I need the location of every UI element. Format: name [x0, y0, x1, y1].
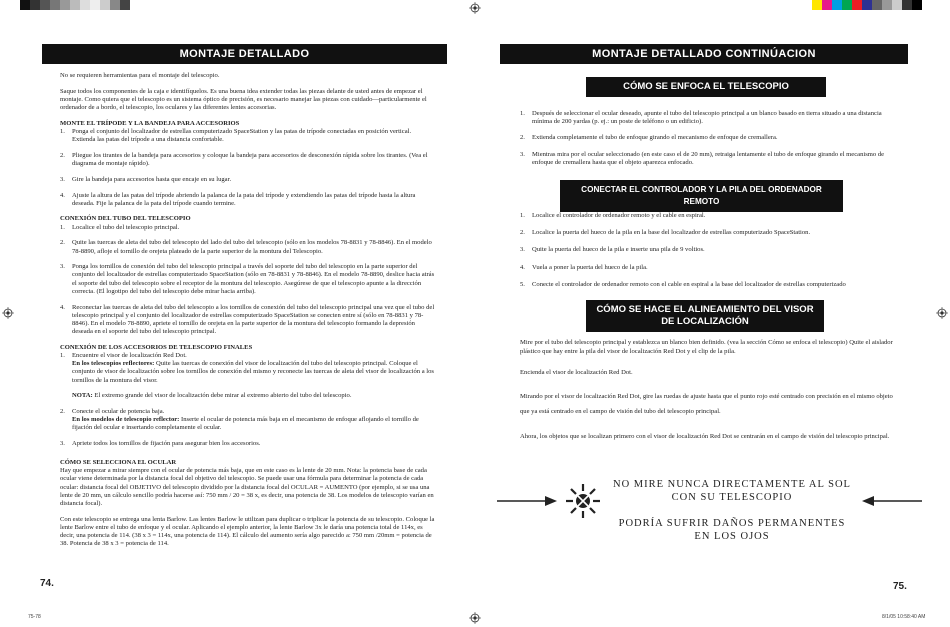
align-paragraph-2: Encienda el visor de localización Red Dot.: [520, 369, 633, 376]
align-paragraph-3: Mirando por el visor de localización Red Dot, gire las ruedas de ajuste hasta que el punto rojo esté centrado con precisión en el mismo objeto que ya está centrado en el campo de visión del tubo del telescopio principal.: [520, 393, 893, 415]
list-focus: [520, 110, 890, 175]
list-item: 1. Encuentre el visor de localización Red Dot. En los telescopios reflectores: Quite las tuercas de conexión del visor de localización del tubo del telescopio principal. Coloque el conjunto de visor de localización sobre los tornillos de conexión del mismo y reconecte las tuercas de aleta del visor de localización a los tornillos de la montura del visor.: [60, 352, 434, 384]
warning-text-eyes: PODRÍA SUFRIR DAÑOS PERMANENTES EN LOS OJOS: [618, 518, 846, 542]
color-swatch: [90, 0, 100, 10]
list-item-number: 1.: [60, 223, 65, 231]
color-swatch: [872, 0, 882, 10]
list-item-text: Después de seleccionar el ocular deseado, apunte el tubo del telescopio principal a un blanco basado en tierra situado a una distancia mínima de 200 yardas (p. ej.: un poste de teléfono o un edificio).: [532, 110, 882, 126]
align-paragraph-4: Ahora, los objetos que se localizan primero con el visor de localización Red Dot se centrarán en el campo de visión del telescopio principal.: [520, 433, 890, 440]
intro-paragraph: Saque todos los componentes de la caja e identifíquelos. Es una buena idea extender todas las piezas delante de usted antes de empezar el montaje. Como quiera que el telescopio es un sistema óptico de precisión, es necesario manejar las piezas con cuidado—particularmente el ordenador de a bordo, el telescopio, los oculares y las diferentes lentes accesorias.: [60, 87, 427, 112]
align-paragraph-1: Mire por el tubo del telescopio principal y establezca un blanco bien definido. (vea la sección Cómo se enfoca el telescopio) Quite el aislador plástico que hay entre la pila del visor de localización Red Dot y el clip de la pila.: [520, 339, 893, 355]
align-body: [520, 338, 898, 451]
section-title-tripod: MONTE EL TRÍPODE Y LA BANDEJA PARA ACCESORIOS: [60, 119, 240, 127]
color-bar-right: [812, 0, 922, 10]
list-item-text: Pliegue los tirantes de la bandeja para accesorios y coloque la bandeja para accesorios de desconexión rápida sobre los tirantes. (Vea el diagrama de montaje rápido).: [72, 151, 428, 168]
color-swatch: [60, 0, 70, 10]
list-item: [520, 264, 890, 272]
registration-mark-icon: [936, 307, 948, 319]
list-tube: [60, 224, 435, 337]
list-controller: [520, 212, 890, 298]
section-header-controller: CONECTAR EL CONTROLADOR Y LA PILA DEL ORDENADOR REMOTO: [560, 180, 843, 212]
list-item-text: Quite la puerta del hueco de la pila e inserte una pila de 9 voltios.: [532, 246, 705, 254]
list-item: [520, 151, 890, 167]
page-header-right: MONTAJE DETALLADO CONTINÚACION: [500, 44, 908, 64]
color-swatch: [110, 0, 120, 10]
color-swatch: [832, 0, 842, 10]
list-item-number: 2.: [60, 151, 65, 159]
page-number-right: 75.: [893, 581, 907, 592]
eyepiece-paragraph-2: Con este telescopio se entrega una lenta Barlow. Las lentes Barlow le utilizan para duplicar o triplicar la potencia de su telescopio. Coloque la lente Barlow entre el tubo de enfoque y el ocular. Aplicando el ejemplo anterior, la lente Barlow 3x le daría una potencia total de 114x, es decir, una potencia de 114. (38 x 3 = 114x, una potencia de 114). El cálculo del aumento sería algo parecido a: 750 mm /20mm = potencia de 38. Potencia de 38 x 3 = potencia de 114.: [60, 515, 435, 548]
list-item: [520, 229, 890, 237]
section-title-tube: CONEXIÓN DEL TUBO DEL TELESCOPIO: [60, 215, 191, 223]
note-text: El extremo grande del visor de localización debe mirar al extremo abierto del tubo del telescopio.: [92, 391, 352, 399]
color-swatch: [20, 0, 30, 10]
list-item-text: Localice el controlador de ordenador remoto y el cable en espiral.: [532, 212, 706, 219]
footer-file-code: 75-78: [28, 614, 41, 620]
list-item-number: 2.: [60, 239, 65, 247]
list-item-text: Reconectar las tuercas de aleta del tubo del telescopio a los tornillos de conexión del tubo del telescopio principal una vez que el tubo del telescopio principal y el conjunto del localizador de estrellas computerizado SpaceStation se conecten entre sí (sólo en 78-8831 y 78-8846). En el modelo 78-8890, apriete el tornillo de orejeta en la parte superior de la montura del telescopio formando la depresión deseada en el soporte del tubo del telescopio principal.: [72, 303, 435, 336]
bold-label: En los telescopios reflectores:: [72, 360, 155, 368]
list-item-text: Ponga los tornillos de conexión del tubo del telescopio principal a través del soporte del tubo del telescopio en la parte superior del conjunto del localizador de estrellas computerizado SpaceStation (sólo en 78-8831 y 78-8846). En el modelo 78-8890, deslice hacia atrás el soporte del tubo del telescopio sobre el receptor de la montura del telescopio. Asegúrese de que el telescopio apunte a la dirección correcta. (El logotipo del tubo del telescopio debe mirar hacia arriba).: [72, 263, 435, 295]
color-swatch: [70, 0, 80, 10]
list-item-text: Ajuste la altura de las patas del trípode abriendo la palanca de la pata del trípode y extendiendo las patas del trípode hasta la altura deseada. Fije la palanca de la pata del trípode cuando termine.: [72, 191, 416, 207]
list-item-number: 4.: [520, 263, 525, 271]
page-number-left: 74.: [40, 578, 54, 589]
list-item: [520, 134, 890, 142]
list-item-number: 5.: [520, 280, 525, 288]
arrow-left-icon: [862, 494, 922, 508]
color-swatch: [882, 0, 892, 10]
list-item-number: 3.: [60, 175, 65, 183]
note: [60, 392, 435, 400]
color-swatch: [842, 0, 852, 10]
list-item: [60, 192, 435, 208]
page-header-left: MONTAJE DETALLADO: [42, 44, 447, 64]
list-item-number: 4.: [60, 303, 65, 311]
list-item-text: Gire la bandeja para accesorios hasta que encaje en su lugar.: [72, 175, 232, 183]
color-swatch: [100, 0, 110, 10]
color-bar-left: [20, 0, 130, 10]
list-item-text: Quite las tuercas de conexión del visor de localización del tubo del telescopio principal. Coloque el conjunto de visor de localización sobre los tornillos de conexión del mismo y reconecte las tuercas de aleta del visor de localización a los tornillos de la montura del visor.: [72, 360, 434, 384]
list-item-number: 1.: [520, 110, 525, 117]
color-swatch: [50, 0, 60, 10]
registration-mark-icon: [2, 307, 14, 319]
color-swatch: [902, 0, 912, 10]
list-item-number: 2.: [520, 134, 525, 142]
list-item-text: Inserte el ocular de potencia más baja en el mecanismo de enfoque aflojando el tornillo de fijación del ocular e insertando completamente el ocular.: [72, 415, 419, 431]
section-header-focus: CÓMO SE ENFOCA EL TELESCOPIO: [586, 77, 826, 97]
color-swatch: [822, 0, 832, 10]
section-title-accessories: CONEXIÓN DE LOS ACCESORIOS DE TELESCOPIO FINALES: [60, 343, 253, 351]
list-item-text: Localice la puerta del hueco de la pila en la base del localizador de estrellas computerizado SpaceStation.: [532, 229, 811, 237]
arrow-right-icon: [497, 494, 557, 508]
color-swatch: [80, 0, 90, 10]
list-item: [520, 281, 890, 289]
list-item-text: Quite las tuercas de aleta del tubo del telescopio del lado del tubo del telescopio (sólo en los modelos 78-8831 y 78-8846). En el modelo 78-8890, afloje el tornillo de orejeta plateado de la parte superior de la montura del Telescopio.: [72, 239, 432, 255]
list-item: [520, 110, 890, 126]
color-swatch: [862, 0, 872, 10]
list-item-text: Mientras mira por el ocular seleccionado (en este caso el de 20 mm), retraiga lentamente el tubo de enfoque girando el mecanismo de enfoque de cremallera hasta que el objeto aparezca enfocado.: [532, 150, 885, 166]
list-item-text: Encuentre el visor de localización Red Dot.: [72, 352, 187, 360]
note-label: NOTA:: [72, 391, 93, 399]
registration-mark-icon: [469, 612, 481, 624]
eyepiece-paragraph-1: Hay que empezar a mirar siempre con el ocular de potencia más baja, que en este caso es la lente de 20 mm. Nota: la potencia base de cada ocular viene determinada por la distancia focal del objetivo del telescopio. Se puede usar una fórmula para determinar la potencia de cada ocular: distancia focal del OBJETIVO del telescopio dividido por la distancia focal del OCULAR = AUMENTO (por ejemplo, si se usa una lente de 20 mm, un cálculo sencillo podría hacerse así: 750 mm / 20 = 38 x, es decir, una potencia de 38. Los modelos de telescopio varían en distancia focal).: [60, 467, 434, 507]
list-item-number: 1.: [520, 212, 525, 219]
list-item: [60, 128, 435, 144]
list-item: [60, 304, 435, 337]
section-header-align: CÓMO SE HACE EL ALINEAMIENTO DEL VISOR DE LOCALIZACIÓN: [586, 300, 824, 332]
list-item-text: Apriete todos los tornillos de fijación para asegurar bien los accesorios.: [72, 439, 261, 447]
list-item: [520, 246, 890, 254]
list-item-text: Conecte el ocular de potencia baja.: [72, 407, 165, 415]
color-swatch: [912, 0, 922, 10]
list-item: [60, 239, 435, 255]
list-item: [520, 212, 890, 220]
list-tripod: [60, 128, 435, 208]
list-item-number: 1.: [60, 128, 65, 136]
color-swatch: [120, 0, 130, 10]
left-body: [60, 72, 435, 556]
list-item-text: Localice el tubo del telescopio principal.: [72, 223, 180, 231]
list-item-number: 2.: [520, 229, 525, 237]
list-item-number: 3.: [60, 263, 65, 271]
list-item: [60, 263, 435, 296]
list-item-number: 4.: [60, 191, 65, 199]
intro-text: No se requieren herramientas para el montaje del telescopio.: [60, 72, 220, 79]
section-title-eyepiece: CÓMO SE SELECCIONA EL OCULAR: [60, 458, 177, 466]
list-item-text: Ponga el conjunto del localizador de estrellas computerizado SpaceStation y las patas de trípode conectadas en posición vertical. Extienda las patas del trípode a una distancia confortable.: [72, 128, 412, 144]
list-item-text: Conecte el controlador de ordenador remoto con el cable en espiral a la base del localizador de estrellas computerizado: [532, 280, 846, 288]
list-item: [60, 176, 435, 184]
color-swatch: [892, 0, 902, 10]
list-item: [60, 224, 435, 232]
list-item-text: Vuela a poner la puerta del hueco de la pila.: [532, 263, 648, 271]
color-swatch: [812, 0, 822, 10]
list-item: 2. Conecte el ocular de potencia baja. En los modelos de telescopio reflector: Inserte el ocular de potencia más baja en el mecanismo de enfoque aflojando el tornillo de fijación del ocular e insertando completamente el ocular.: [60, 407, 419, 431]
bold-label: En los modelos de telescopio reflector:: [72, 415, 180, 423]
registration-mark-icon: [469, 2, 481, 14]
list-item-number: 3.: [520, 246, 525, 254]
warning-text-sun: NO MIRE NUNCA DIRECTAMENTE AL SOL CON SU TELESCOPIO: [613, 479, 851, 503]
color-swatch: [30, 0, 40, 10]
list-item: 3. Apriete todos los tornillos de fijación para asegurar bien los accesorios.: [60, 440, 435, 448]
list-item: [60, 152, 435, 168]
color-swatch: [40, 0, 50, 10]
list-item-text: Extienda completamente el tubo de enfoque girando el mecanismo de enfoque de cremallera.: [532, 134, 778, 142]
color-swatch: [852, 0, 862, 10]
footer-timestamp: 8/1/05 10:58:40 AM: [882, 614, 926, 620]
sun-warning-icon: [565, 483, 601, 519]
list-item-number: 3.: [520, 150, 525, 158]
